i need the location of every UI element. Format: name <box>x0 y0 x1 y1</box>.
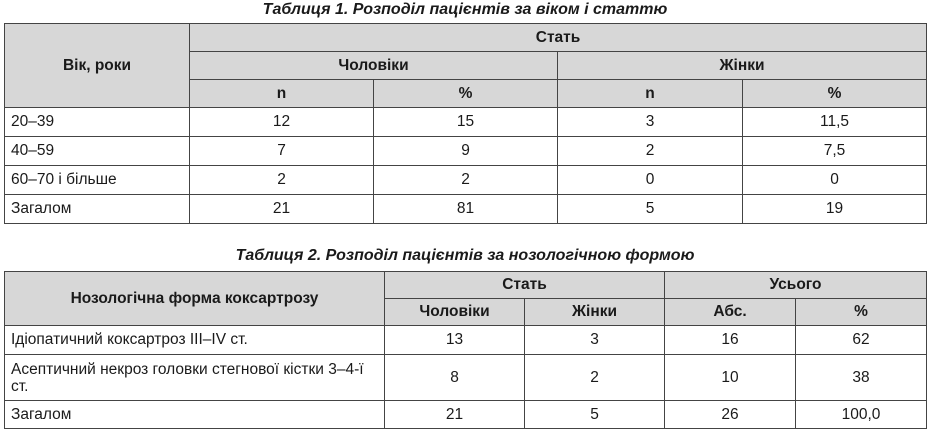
header-sex: Стать <box>190 24 927 52</box>
cell-men-pct: 81 <box>374 195 558 224</box>
cell-women-n: 5 <box>558 195 743 224</box>
row-label: Загалом <box>5 195 190 224</box>
cell-abs: 16 <box>665 326 796 355</box>
table1-caption: Таблиця 1. Розподіл пацієнтів за віком і статтю <box>262 1 668 18</box>
cell-men: 13 <box>385 326 525 355</box>
table1-age-sex <box>4 23 927 224</box>
table2-nosology <box>4 271 927 429</box>
table-row <box>5 166 927 195</box>
header-men: Чоловіки <box>385 299 525 326</box>
header-women: Жінки <box>525 299 665 326</box>
header-total: Усього <box>665 272 927 299</box>
table-row-total <box>5 401 927 429</box>
cell-women: 3 <box>525 326 665 355</box>
cell-women: 2 <box>525 355 665 401</box>
header-abs: Абс. <box>665 299 796 326</box>
header-women-pct: % <box>743 80 927 108</box>
cell-pct: 38 <box>796 355 927 401</box>
cell-men-n: 12 <box>190 108 374 137</box>
cell-women-pct: 7,5 <box>743 137 927 166</box>
cell-men-pct: 2 <box>374 166 558 195</box>
cell-women-n: 0 <box>558 166 743 195</box>
table-row <box>5 355 927 401</box>
cell-pct: 62 <box>796 326 927 355</box>
header-sex: Стать <box>385 272 665 299</box>
cell-women-pct: 11,5 <box>743 108 927 137</box>
header-form: Нозологічна форма коксартрозу <box>5 272 385 326</box>
cell-men: 8 <box>385 355 525 401</box>
cell-women-n: 2 <box>558 137 743 166</box>
table-row <box>5 326 927 355</box>
cell-men-n: 2 <box>190 166 374 195</box>
header-age: Вік, роки <box>5 24 190 108</box>
table-row <box>5 137 927 166</box>
cell-abs: 26 <box>665 401 796 429</box>
cell-men-n: 21 <box>190 195 374 224</box>
cell-women-pct: 0 <box>743 166 927 195</box>
cell-women: 5 <box>525 401 665 429</box>
header-pct: % <box>796 299 927 326</box>
cell-men-n: 7 <box>190 137 374 166</box>
header-men: Чоловіки <box>190 52 558 80</box>
cell-men: 21 <box>385 401 525 429</box>
table-row-total <box>5 195 927 224</box>
row-label: 20–39 <box>5 108 190 137</box>
table-row <box>5 108 927 137</box>
cell-women-n: 3 <box>558 108 743 137</box>
header-men-n: n <box>190 80 374 108</box>
table2-caption: Таблиця 2. Розподіл пацієнтів за нозологічною формою <box>235 247 695 264</box>
row-label: 40–59 <box>5 137 190 166</box>
row-label: 60–70 і більше <box>5 166 190 195</box>
header-women-n: n <box>558 80 743 108</box>
row-label: Загалом <box>5 401 385 429</box>
header-women: Жінки <box>558 52 927 80</box>
cell-men-pct: 9 <box>374 137 558 166</box>
cell-men-pct: 15 <box>374 108 558 137</box>
cell-abs: 10 <box>665 355 796 401</box>
cell-women-pct: 19 <box>743 195 927 224</box>
row-label: Асептичний некроз головки стегнової кістки 3–4-ї ст. <box>5 355 385 401</box>
cell-pct: 100,0 <box>796 401 927 429</box>
header-men-pct: % <box>374 80 558 108</box>
row-label: Ідіопатичний коксартроз III–IV ст. <box>5 326 385 355</box>
